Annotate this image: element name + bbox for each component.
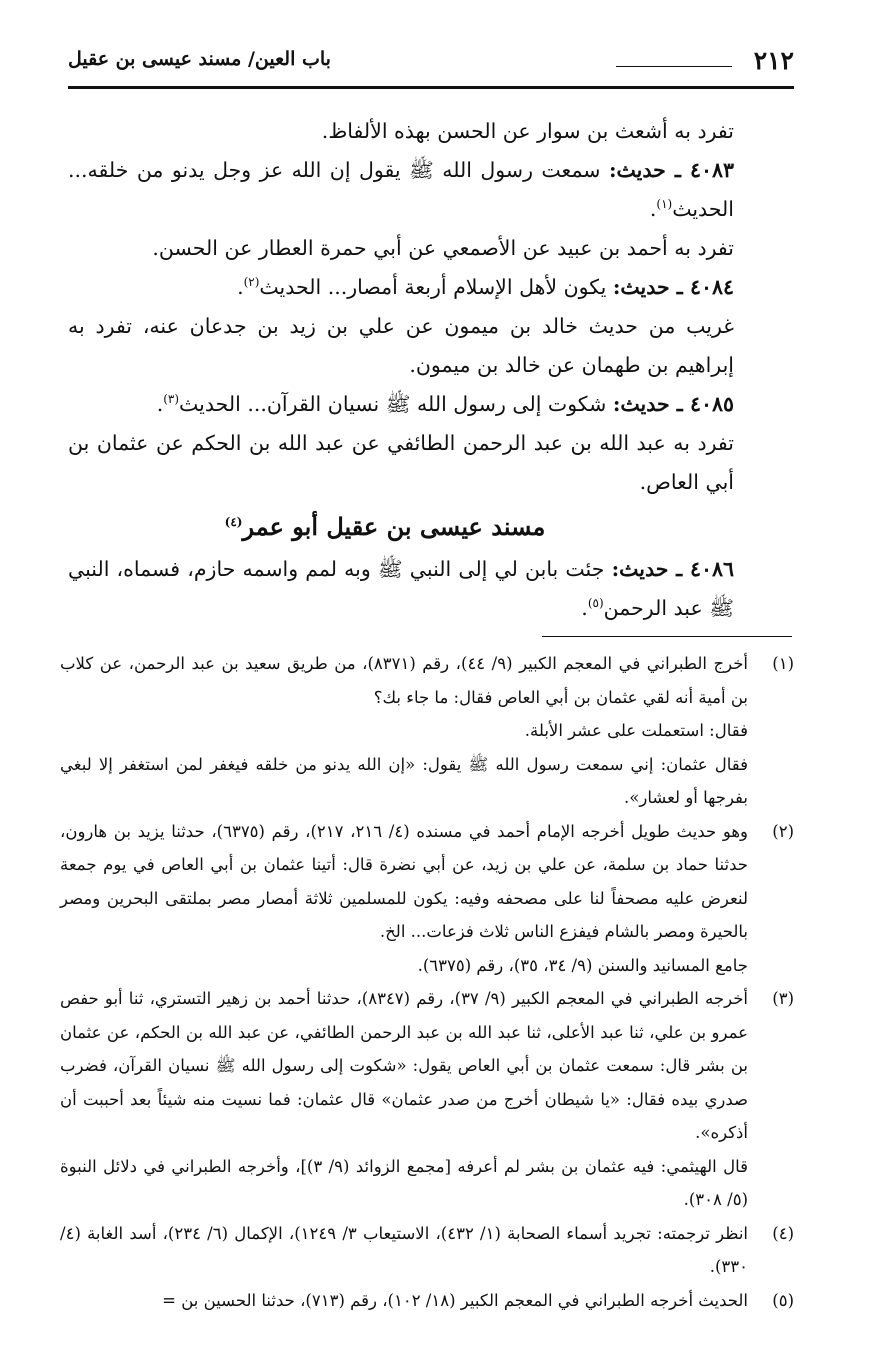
hadith-text: جئت بابن لي إلى النبي ﷺ وبه لمم واسمه حازم، فسماه، النبي ﷺ عبد الرحمن — [68, 557, 734, 620]
footnotes — [60, 647, 794, 1317]
page-header — [68, 42, 794, 82]
hadith-label: ٤٠٨٣ ـ حديث: — [608, 158, 734, 182]
footnote-number: (٣) — [772, 989, 794, 1008]
footnote-text: فقال عثمان: إني سمعت رسول الله ﷺ يقول: «إن الله يدنو من خلقه فيغفر لمن استغفر إلا لبغي بفرجها أو لعشار». — [60, 754, 748, 807]
footnote-text: أخرجه الطبراني في المعجم الكبير (٩/ ٣٧)، رقم (٨٣٤٧)، حدثنا أحمد بن زهير التستري، ثنا أبو حفص عمرو بن علي، ثنا عبد الأعلى، ثنا عبد الله بن عبد الرحمن الطائفي، عن عبد الله بن الحكم، عن عثمان بن بشر قال: سمعت عثمان بن أبي العاص يقول: «شكوت إلى رسول الله ﷺ نسيان القرآن، فضرب صدري بيده فقال: «يا شيطان أخرج من صدر عثمان» قال عثمان: فما نسيت منه شيئاً بعد أحببت أن أذكره». — [60, 989, 748, 1142]
page-number: ٢١٢ — [753, 46, 794, 75]
hadith-4086 — [68, 550, 792, 628]
full-stop: . — [237, 275, 244, 299]
footnote-ref: (١) — [656, 197, 673, 212]
footnote-text: الحديث أخرجه الطبراني في المعجم الكبير (١٨/ ١٠٢)، رقم (٧١٣)، حدثنا الحسين بن = — [162, 1290, 748, 1310]
full-stop: . — [581, 596, 588, 620]
header-leader-line — [616, 66, 732, 67]
section-heading — [68, 508, 792, 546]
footnote-number: (٢) — [772, 821, 794, 841]
section-title: مسند عيسى بن عقيل أبو عمر — [242, 512, 546, 541]
hadith-label: ٤٠٨٥ ـ حديث: — [612, 392, 734, 416]
footnote-text: قال الهيثمي: فيه عثمان بن بشر لم أعرفه [مجمع الزوائد (٩/ ٣)]، وأخرجه الطبراني في دلائل النبوة (٥/ ٣٠٨). — [60, 1156, 748, 1209]
footnote-1 — [60, 647, 794, 815]
hadith-label: ٤٠٨٤ ـ حديث: — [612, 275, 734, 299]
running-title: باب العين/ مسند عيسى بن عقيل — [68, 48, 331, 70]
full-stop: . — [156, 392, 164, 416]
header-rule — [68, 86, 794, 89]
hadith-label: ٤٠٨٦ ـ حديث: — [611, 557, 734, 581]
footnote-number: (٥) — [772, 1290, 794, 1310]
hadith-4084 — [68, 268, 792, 307]
footnote-text: جامع المسانيد والسنن (٩/ ٣٤، ٣٥)، رقم (٦٣٧٥). — [417, 955, 748, 975]
hadith-text: شكوت إلى رسول الله ﷺ نسيان القرآن... الحديث — [179, 392, 607, 416]
footnote-number: (١) — [772, 654, 794, 673]
footnote-ref: (٤) — [224, 515, 243, 529]
footnote-number: (٤) — [772, 1223, 794, 1243]
footnote-4 — [60, 1217, 794, 1284]
footnote-text: انظر ترجمته: تجريد أسماء الصحابة (١/ ٤٣٢)، الاستيعاب ٣/ ١٢٤٩)، الإكمال (٦/ ٢٣٤)، أسد الغابة (٤/ ٣٣٠). — [60, 1223, 748, 1276]
hadith-4085 — [68, 385, 792, 424]
full-stop: . — [649, 197, 657, 221]
footnote-text: فقال: استعملت على عشر الأبلة. — [524, 721, 748, 740]
footnote-2 — [60, 815, 794, 983]
hadith-text: يكون لأهل الإسلام أربعة أمصار... الحديث — [259, 275, 607, 299]
hadith-4083 — [68, 151, 792, 229]
paragraph: تفرد به عبد الله بن عبد الرحمن الطائفي عن عبد الله بن الحكم عن عثمان بن أبي العاص. — [68, 431, 734, 494]
footnote-3 — [60, 982, 794, 1217]
footnote-ref: (٣) — [163, 392, 180, 407]
footnote-separator — [542, 636, 792, 637]
paragraph: تفرد به أشعث بن سوار عن الحسن بهذه الألفاظ. — [321, 119, 734, 143]
main-text — [68, 112, 792, 628]
footnote-ref: (٢) — [243, 275, 260, 290]
footnote-text: وهو حديث طويل أخرجه الإمام أحمد في مسنده (٤/ ٢١٦، ٢١٧)، رقم (٦٣٧٥)، حدثنا يزيد بن هارون، حدثنا حماد بن سلمة، عن علي بن زيد، عن أبي نضرة قال: أتينا عثمان بن أبي العاص في يوم جمعة لنعرض عليه مصحفاً لنا على مصحفه وفيه: يكون للمسلمين ثلاثة أمصار مصر بملتقى البحرين ومصر بالحيرة ومصر بالشام فيفزع الناس ثلاث فزعات... الخ. — [60, 821, 749, 941]
hadith-text: سمعت رسول الله ﷺ يقول إن الله عز وجل يدنو من خلقه... الحديث — [68, 158, 734, 221]
paragraph: غريب من حديث خالد بن ميمون عن علي بن زيد بن جدعان عنه، تفرد به إبراهيم بن طهمان عن خالد بن ميمون. — [68, 314, 734, 377]
paragraph: تفرد به أحمد بن عبيد عن الأصمعي عن أبي حمرة العطار عن الحسن. — [152, 236, 734, 260]
footnote-text: أخرج الطبراني في المعجم الكبير (٩/ ٤٤)، رقم (٨٣٧١)، من طريق سعيد بن عبد الرحمن، عن كلاب بن أمية أنه لقي عثمان بن أبي العاص فقال: ما جاء بك؟ — [60, 654, 748, 707]
footnote-ref: (٥) — [587, 596, 604, 611]
footnote-5 — [60, 1284, 794, 1318]
